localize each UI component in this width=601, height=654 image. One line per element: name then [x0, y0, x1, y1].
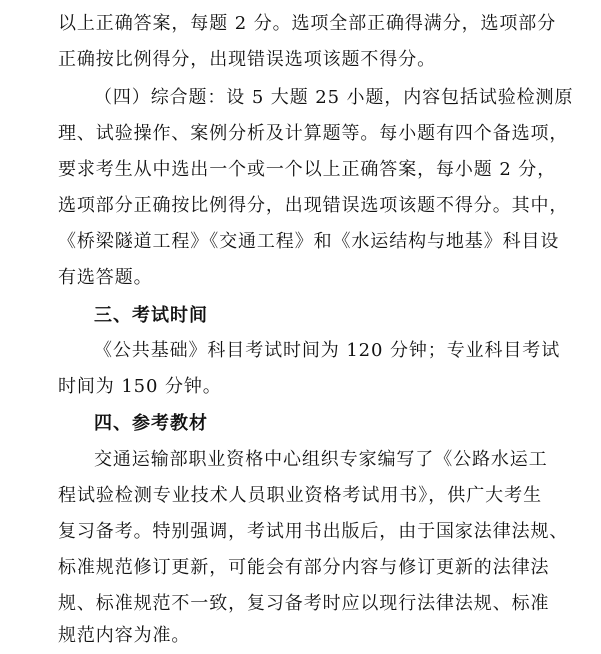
body-text-line: 程试验检测专业技术人员职业资格考试用书》，供广大考生 [58, 485, 542, 506]
body-text-line: 时间为 150 分钟。 [58, 376, 222, 397]
body-text-line: 选项部分正确按比例得分，出现错误选项该题不得分。其中， [58, 195, 569, 216]
body-text-line: 正确按比例得分，出现错误选项该题不得分。 [58, 49, 436, 70]
body-text-line: （四）综合题：设 5 大题 25 小题，内容包括试验检测原 [94, 87, 574, 108]
body-text-line: 《桥梁隧道工程》《交通工程》和《水运结构与地基》科目设 [58, 231, 560, 252]
section-heading: 三、考试时间 [94, 305, 208, 326]
body-text-line: 规范内容为准。 [58, 625, 191, 646]
body-text-line: 复习备考。特别强调，考试用书出版后，由于国家法律法规、 [58, 521, 569, 542]
body-text-line: 有选答题。 [58, 267, 153, 288]
body-text-line: 《公共基础》科目考试时间为 120 分钟；专业科目考试 [94, 340, 561, 361]
body-text-line: 以上正确答案，每题 2 分。选项全部正确得满分，选项部分 [58, 13, 557, 34]
body-text-line: 规、标准规范不一致，复习备考时应以现行法律法规、标准 [58, 593, 550, 614]
body-text-line: 要求考生从中选出一个或一个以上正确答案，每小题 2 分， [58, 159, 557, 180]
body-text-line: 理、试验操作、案例分析及计算题等。每小题有四个备选项， [58, 123, 569, 144]
body-text-line: 标准规范修订更新，可能会有部分内容与修订更新的法律法 [58, 557, 550, 578]
section-heading: 四、参考教材 [94, 413, 208, 434]
body-text-line: 交通运输部职业资格中心组织专家编写了《公路水运工 [94, 449, 548, 470]
